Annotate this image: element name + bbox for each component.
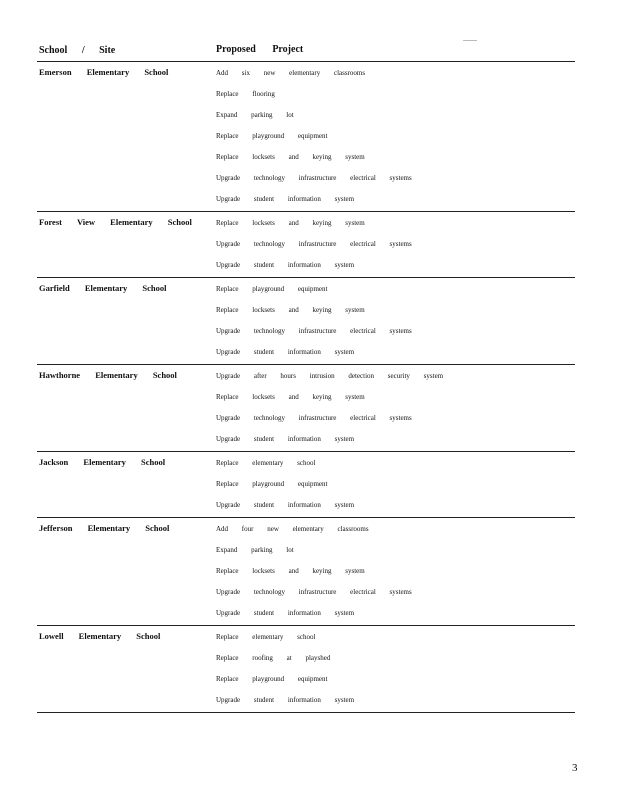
school-name: Jackson Elementary School [39,457,166,467]
project-item: Upgrade student information system [216,501,355,509]
project-item: Upgrade student information system [216,261,355,269]
school-group [37,626,575,713]
header-dash-mark [463,40,477,41]
project-item: Upgrade technology infrastructure electrical systems [216,588,412,596]
project-item: Replace elementary school [216,633,316,641]
project-item: Add six new elementary classrooms [216,69,366,77]
school-group [37,518,575,626]
school-group [37,452,575,518]
project-item: Replace playground equipment [216,132,328,140]
project-item: Upgrade student information system [216,696,355,704]
project-item: Replace locksets and keying system [216,567,365,575]
project-item: Upgrade student information system [216,609,355,617]
project-item: Replace playground equipment [216,675,328,683]
table-header [37,43,575,62]
project-item: Replace flooring [216,90,275,98]
project-item: Upgrade after hours intrusion detection security system [216,372,444,380]
school-name: Jefferson Elementary School [39,523,170,533]
school-name: Lowell Elementary School [39,631,161,641]
column-header-proposed-project: Proposed Project [216,44,304,55]
school-group [37,62,575,212]
project-item: Replace roofing at playshed [216,654,331,662]
project-item: Replace playground equipment [216,285,328,293]
page-number: 3 [572,762,578,774]
project-item: Upgrade technology infrastructure electrical systems [216,327,412,335]
column-header-school-site: School / Site [39,45,116,56]
project-item: Upgrade technology infrastructure electrical systems [216,240,412,248]
project-item: Upgrade student information system [216,195,355,203]
project-item: Expand parking lot [216,546,294,554]
project-item: Add four new elementary classrooms [216,525,369,533]
project-item: Upgrade student information system [216,435,355,443]
school-group [37,278,575,365]
project-item: Replace playground equipment [216,480,328,488]
project-item: Replace elementary school [216,459,316,467]
school-group [37,212,575,278]
project-item: Replace locksets and keying system [216,153,365,161]
project-item: Upgrade technology infrastructure electrical systems [216,174,412,182]
school-name: Emerson Elementary School [39,67,169,77]
school-name: Garfield Elementary School [39,283,167,293]
project-item: Upgrade student information system [216,348,355,356]
project-item: Upgrade technology infrastructure electrical systems [216,414,412,422]
school-group [37,365,575,452]
project-item: Replace locksets and keying system [216,219,365,227]
project-item: Expand parking lot [216,111,294,119]
school-name: Forest View Elementary School [39,217,192,227]
school-name: Hawthorne Elementary School [39,370,177,380]
project-item: Replace locksets and keying system [216,393,365,401]
project-item: Replace locksets and keying system [216,306,365,314]
